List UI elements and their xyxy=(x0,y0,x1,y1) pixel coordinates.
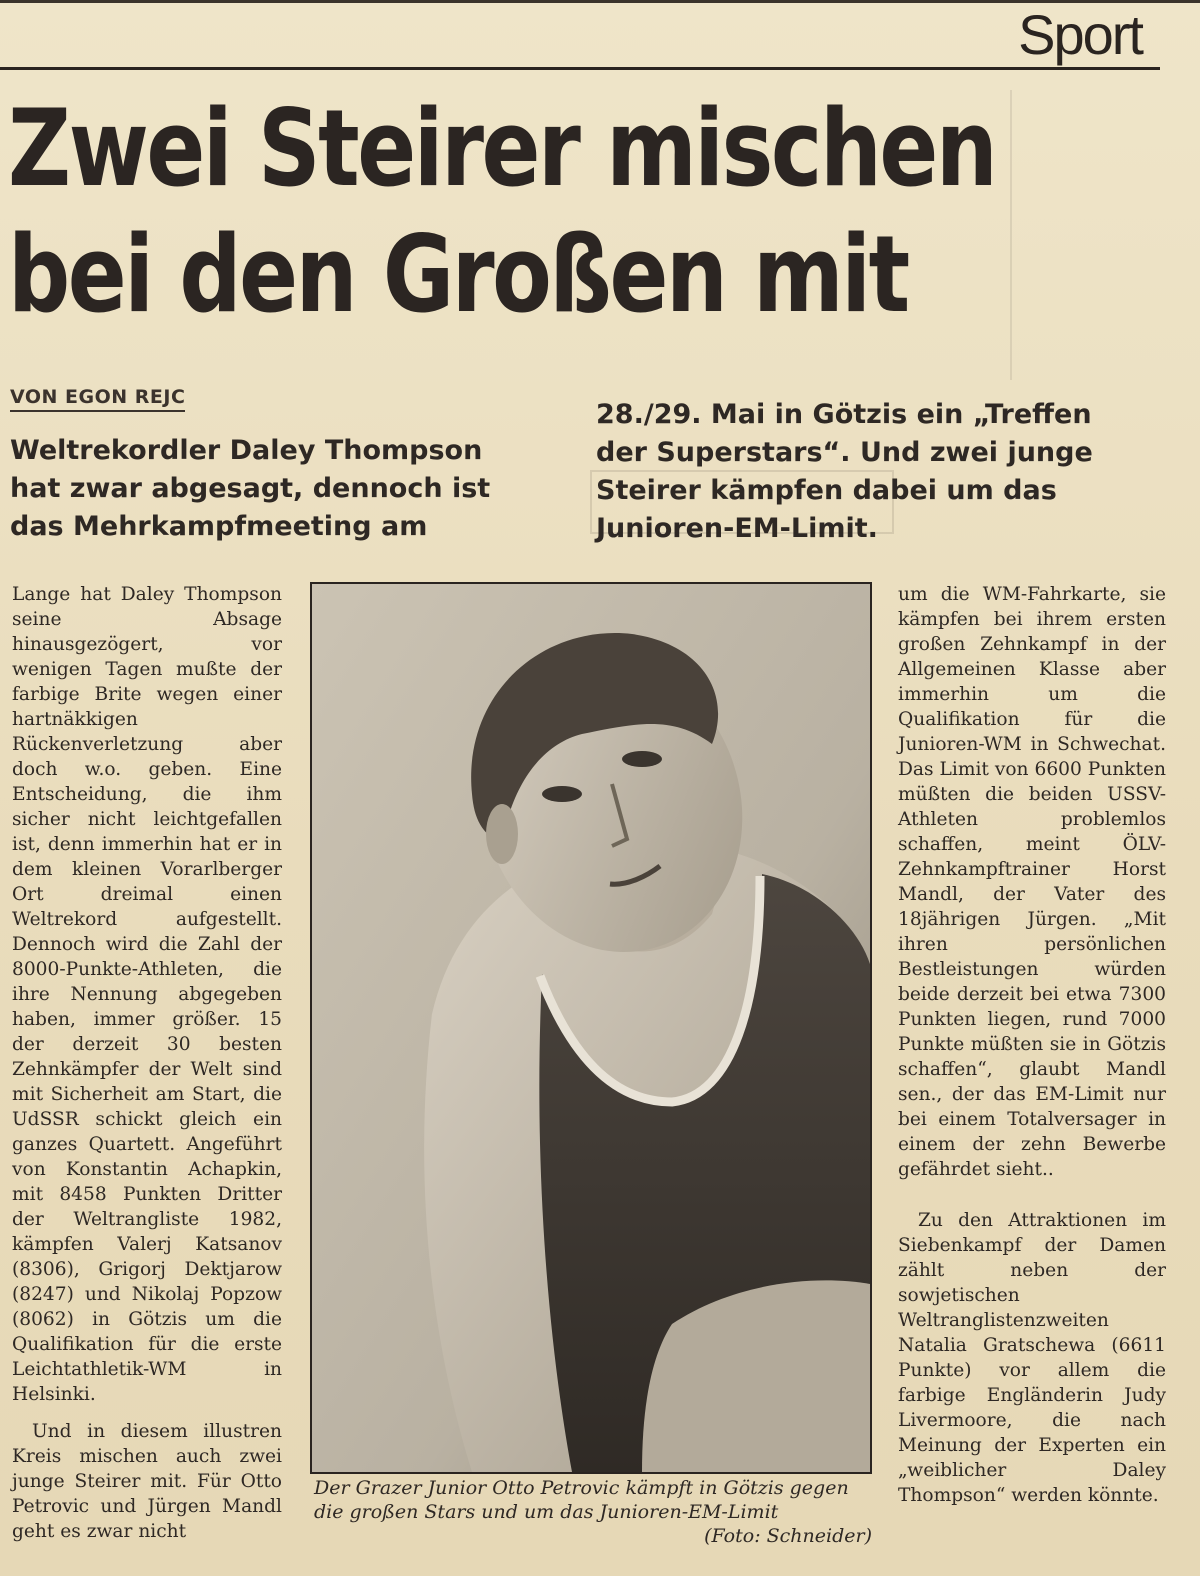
article-column-1 xyxy=(12,582,282,1544)
paragraph: Lange hat Daley Thompson seine Absage hinausgezögert, vor wenigen Tagen mußte der farbige Brite wegen einer hartnäkkigen Rückenverletzung aber doch w.o. geben. Eine Entscheidung, die ihm sicher nicht leichtgefallen ist, denn immerhin hat er in dem kleinen Vorarlberger Ort dreimal einen Weltrekord aufgestellt. Dennoch wird die Zahl der 8000-Punkte-Athleten, die ihre Nennung abgegeben haben, immer größer. 15 der derzeit 30 besten Zehnkämpfer der Welt sind mit Sicherheit am Start, die UdSSR schickt gleich ein ganzes Quartett. Angeführt von Konstantin Achapkin, mit 8458 Punkten Dritter der Weltrangliste 1982, kämpfen Valerj Katsanov (8306), Grigorj Dektjarow (8247) und Nikolaj Popzow (8062) in Götzis um die Qualifikation für die erste Leichtathletik-WM in Helsinki. xyxy=(12,584,282,1405)
lead-right: 28./29. Mai in Götzis ein „Treffen der Superstars“. Und zwei junge Steirer kämpfen dabei um das Junioren-EM-Limit. xyxy=(596,399,1093,544)
byline: VON EGON REJC xyxy=(10,386,185,412)
bleed-through-shape-2 xyxy=(1010,90,1162,380)
lead-left: Weltrekordler Daley Thompson hat zwar abgesagt, dennoch ist das Mehrkampfmeeting am xyxy=(10,435,491,542)
paragraph: Und in diesem illustren Kreis mischen auch zwei junge Steirer mit. Für Otto Petrovic und Jürgen Mandl geht es zwar nicht xyxy=(12,1421,282,1542)
athlete-photo xyxy=(310,582,872,1474)
paragraph: um die WM-Fahrkarte, sie kämpfen bei ihrem ersten großen Zehnkampf in der Allgemeinen Klasse aber immerhin um die Qualifikation für die Junioren-WM in Schwechat. Das Limit von 6600 Punkten müßten die beiden USSV-Athleten problemlos schaffen, meint ÖLV-Zehnkampftrainer Horst Mandl, der Vater des 18jährigen Jürgen. „Mit ihren persönlichen Bestleistungen würden beide derzeit bei etwa 7300 Punkten liegen, rund 7000 Punkte müßten sie in Götzis schaffen“, glaubt Mandl sen., der das EM-Limit nur bei einem Totalversager in einem der zehn Bewerbe gefährdet sieht.. xyxy=(898,584,1166,1180)
section-label: Sport xyxy=(1018,3,1142,66)
headline-line-2: bei den Großen mit xyxy=(8,213,908,336)
paragraph: Zu den Attraktionen im Siebenkampf der Damen zählt neben der sowjetischen Weltranglistenzweiten Natalia Gratschewa (6611 Punkte) vor allem die farbige Engländerin Judy Livermoore, die nach Meinung der Experten ein „weiblicher Daley Thompson“ werden könnte. xyxy=(898,1210,1166,1506)
athlete-portrait-image xyxy=(312,584,870,1472)
headline-line-1: Zwei Steirer mischen xyxy=(8,87,996,210)
section-rule xyxy=(0,67,1160,70)
caption-text: Der Grazer Junior Otto Petrovic kämpft in Götzis gegen die großen Stars und um das Junioren-EM-Limit xyxy=(314,1477,849,1523)
photo-caption xyxy=(314,1476,874,1548)
headline xyxy=(8,86,996,338)
article-column-3 xyxy=(898,582,1166,1508)
photo-credit: (Foto: Schneider) xyxy=(704,1525,872,1547)
